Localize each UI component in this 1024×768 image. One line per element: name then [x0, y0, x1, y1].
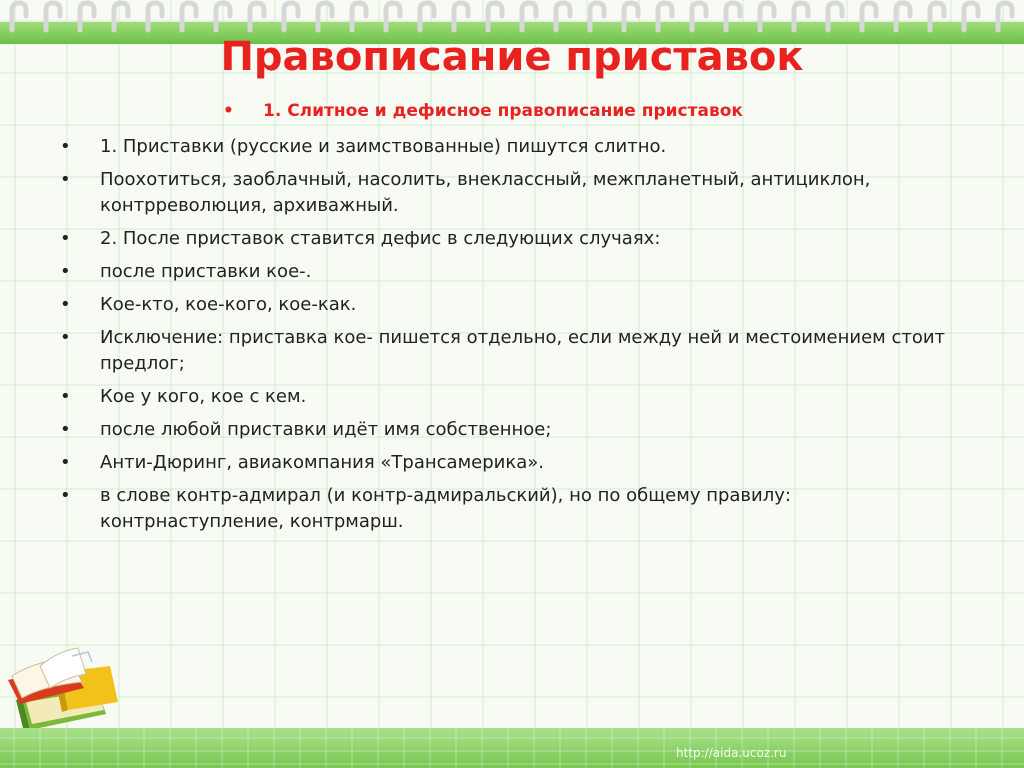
list-item-text: Поохотиться, заоблачный, насолить, внеклассный, межпланетный, антициклон, контрреволюция, архиважный.: [100, 169, 871, 216]
list-item-text: после приставки кое-.: [100, 261, 312, 282]
list-item-text: Кое у кого, кое с кем.: [100, 386, 307, 407]
list-item-text: Анти-Дюринг, авиакомпания «Трансамерика».: [100, 452, 544, 473]
list-item-text: 2. После приставок ставится дефис в следующих случаях:: [100, 228, 661, 249]
bullet: •: [60, 169, 71, 190]
list-item: [60, 134, 980, 160]
bullet: •: [60, 419, 71, 440]
list-item: [60, 483, 980, 535]
list-item: [60, 417, 980, 443]
list-item-text: 1. Приставки (русские и заимствованные) пишутся слитно.: [100, 136, 667, 157]
watermark: http://aida.ucoz.ru: [676, 746, 787, 760]
bullet: •: [60, 261, 71, 282]
list-item: [60, 384, 980, 410]
bullet: •: [60, 452, 71, 473]
list-item: [60, 325, 980, 377]
content-list: [60, 98, 980, 542]
list-item: [60, 259, 980, 285]
bullet: •: [60, 294, 71, 315]
books-stack-icon: [0, 636, 140, 736]
bullet: •: [60, 485, 71, 506]
list-item-text: Кое-кто, кое-кого, кое-как.: [100, 294, 357, 315]
bullet: •: [60, 386, 71, 407]
subheading-item: [60, 98, 980, 124]
list-item-text: после любой приставки идёт имя собственное;: [100, 419, 552, 440]
list-item: [60, 167, 980, 219]
bottom-band: [0, 728, 1024, 768]
subheading-text: 1. Слитное и дефисное правописание приставок: [263, 101, 743, 121]
list-item: [60, 226, 980, 252]
list-item: [60, 450, 980, 476]
list-item-text: Исключение: приставка кое- пишется отдельно, если между ней и местоимением стоит предлог;: [100, 327, 946, 374]
bullet: •: [60, 327, 71, 348]
list-item: [60, 292, 980, 318]
bullet: •: [223, 101, 234, 121]
bullet: •: [60, 136, 71, 157]
bullet: •: [60, 228, 71, 249]
slide-title: Правописание приставок: [220, 34, 804, 80]
list-item-text: в слове контр-адмирал (и контр-адмиральский), но по общему правилу: контрнаступление, контрмарш.: [100, 485, 791, 532]
